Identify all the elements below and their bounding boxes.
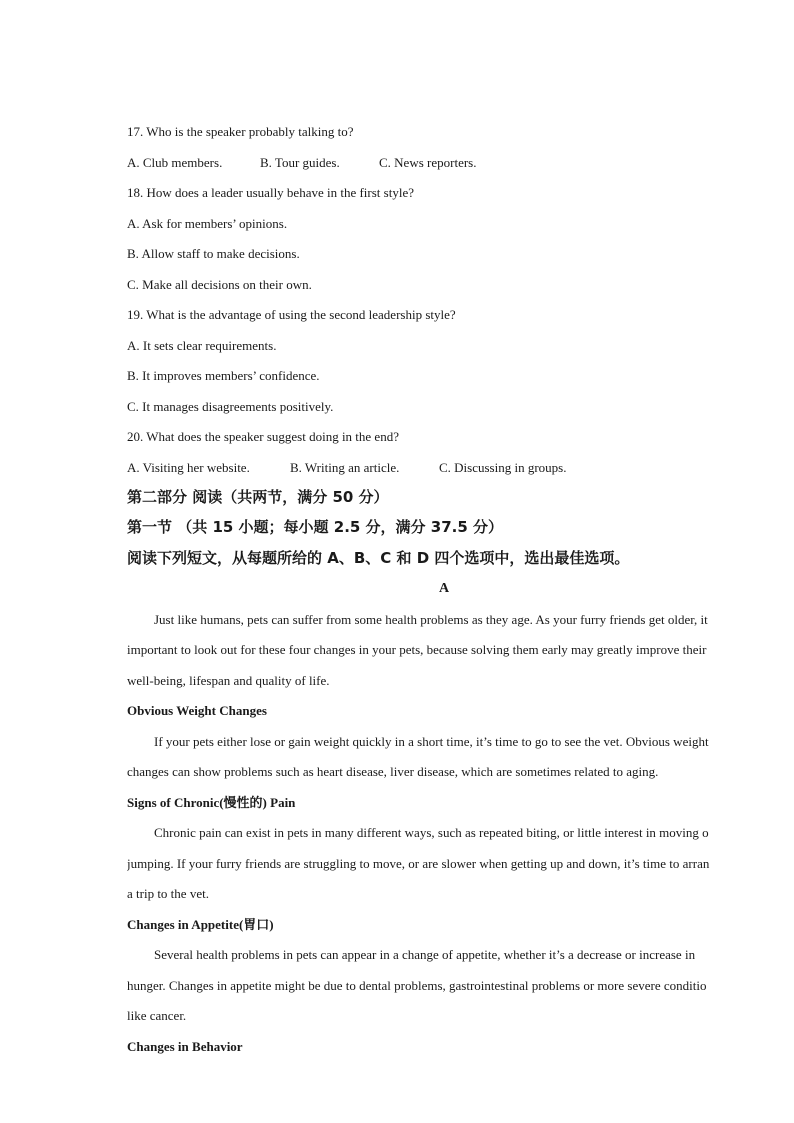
question-18-option-a: A. Ask for members’ opinions. [127, 216, 288, 231]
appetite-paragraph-line-2: hunger. Changes in appetite might be due to dental problems, gastrointestinal problems or more severe conditio [127, 978, 707, 993]
question-20-option-b: B. Writing an article. [290, 460, 400, 475]
section-part-title: 第二部分 阅读（共两节，满分 50 分） [127, 488, 389, 506]
question-17-option-b: B. Tour guides. [260, 155, 340, 170]
heading-behavior: Changes in Behavior [127, 1039, 243, 1054]
pain-paragraph-line-3: a trip to the vet. [127, 886, 209, 901]
weight-paragraph-line-2: changes can show problems such as heart disease, liver disease, which are sometimes related to aging. [127, 764, 659, 779]
passage-intro-line-2: important to look out for these four changes in your pets, because solving them early may greatly improve their [127, 642, 707, 657]
passage-intro-line-1: Just like humans, pets can suffer from some health problems as they age. As your furry friends get older, it [154, 612, 708, 627]
pain-paragraph-line-2: jumping. If your furry friends are struggling to move, or are slower when getting up and down, it’s time to arran [127, 856, 710, 871]
appetite-paragraph-line-3: like cancer. [127, 1008, 187, 1023]
question-19-option-c: C. It manages disagreements positively. [127, 399, 334, 414]
question-17-stem: 17. Who is the speaker probably talking to? [127, 124, 354, 139]
question-17-option-c: C. News reporters. [379, 155, 477, 170]
section-instruction: 阅读下列短文，从每题所给的 A、B、C 和 D 四个选项中，选出最佳选项。 [127, 549, 630, 567]
heading-appetite: Changes in Appetite(胃口) [127, 917, 274, 932]
question-18-stem: 18. How does a leader usually behave in the first style? [127, 185, 414, 200]
weight-paragraph-line-1: If your pets either lose or gain weight quickly in a short time, it’s time to go to see the vet. Obvious weight [154, 734, 709, 749]
question-18-option-b: B. Allow staff to make decisions. [127, 246, 300, 261]
section-sub-title: 第一节 （共 15 小题；每小题 2.5 分，满分 37.5 分） [127, 518, 504, 536]
question-19-option-b: B. It improves members’ confidence. [127, 368, 320, 383]
question-19-stem: 19. What is the advantage of using the second leadership style? [127, 307, 456, 322]
passage-intro-line-3: well-being, lifespan and quality of life. [127, 673, 330, 688]
appetite-paragraph-line-1: Several health problems in pets can appear in a change of appetite, whether it’s a decrease or increase in [154, 947, 696, 962]
question-20-option-c: C. Discussing in groups. [439, 460, 567, 475]
question-20-stem: 20. What does the speaker suggest doing in the end? [127, 429, 399, 444]
question-20-option-a: A. Visiting her website. [127, 460, 250, 475]
heading-chronic-pain: Signs of Chronic(慢性的) Pain [127, 795, 296, 810]
question-17-option-a: A. Club members. [127, 155, 223, 170]
passage-letter: A [438, 581, 450, 596]
question-19-option-a: A. It sets clear requirements. [127, 338, 277, 353]
heading-weight-changes: Obvious Weight Changes [127, 703, 267, 718]
question-18-option-c: C. Make all decisions on their own. [127, 277, 312, 292]
pain-paragraph-line-1: Chronic pain can exist in pets in many different ways, such as repeated biting, or little interest in moving o [154, 825, 709, 840]
